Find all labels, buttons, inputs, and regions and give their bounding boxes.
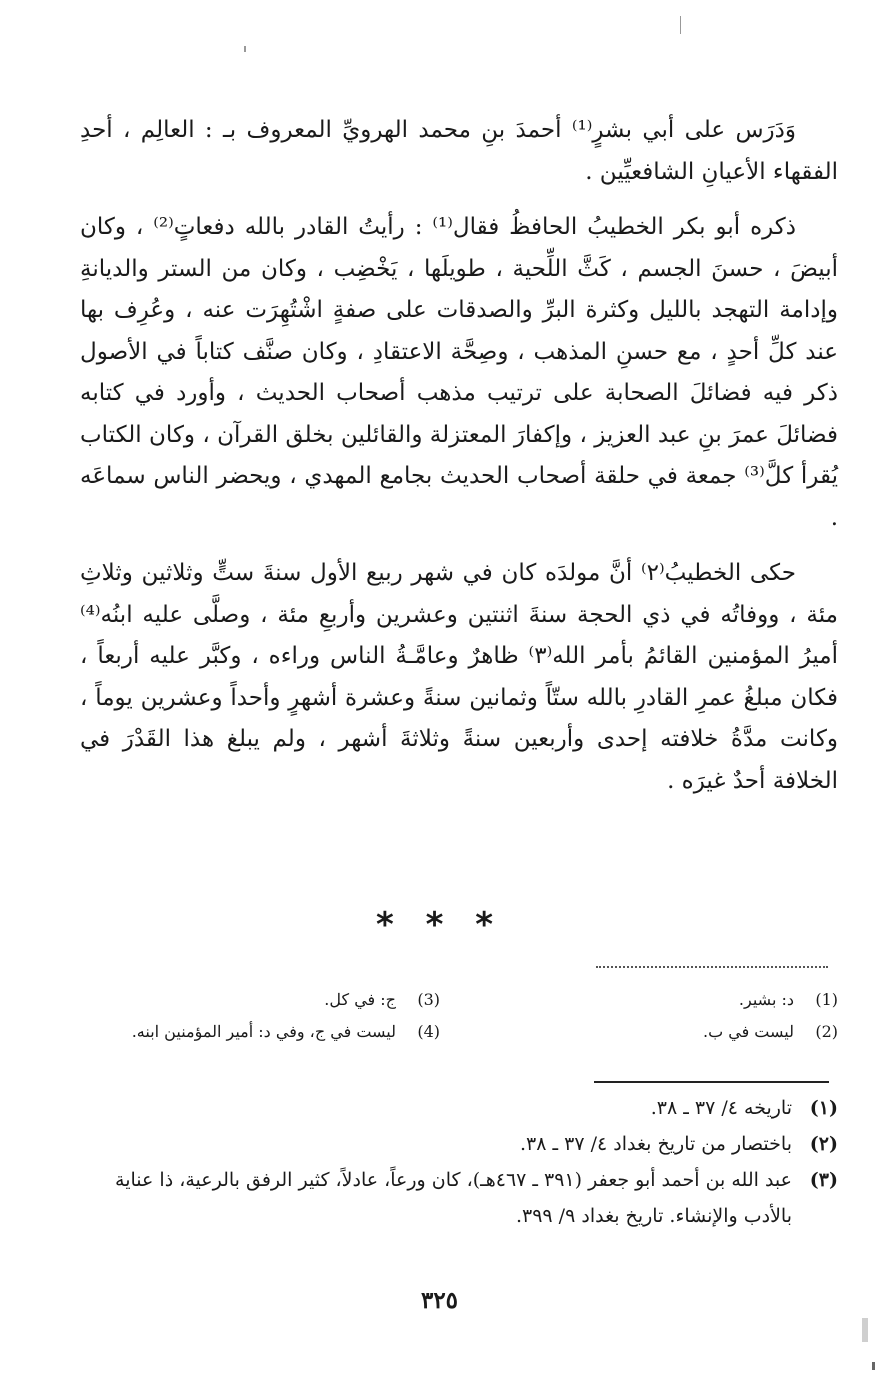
footnote-text: باختصار من تاريخ بغداد ٤/ ٣٧ ـ ٣٨. <box>520 1133 792 1155</box>
footnote <box>80 1090 838 1126</box>
variant-number: (1) <box>815 990 838 1009</box>
variant-number: (2) <box>815 1022 838 1041</box>
paragraph: حكى الخطيبُ⁽٢⁾ أنَّ مولدَه كان في شهر ربيع الأول سنةَ ستٍّ وثلاثين وثلاثِ مئة ، ووفاتُه في ذي الحجة سنةَ اثنتين وعشرين وأربعِ مئة ، وصلَّى عليه ابنُه⁽⁴⁾ أميرُ المؤمنين القائمُ بأمر الله⁽٣⁾ ظاهرٌ وعامَّـةُ الناس وراءه ، وكبَّر عليه أربعاً ، فكان مبلغُ عمرِ القادرِ بالله ستّاً وثمانين سنةً وعشرة أشهرٍ وأحداً وعشرين يوماً ، وكانت مدَّةُ خلافته إحدى وأربعين سنةً وثلاثةَ أشهر ، ولم يبلغ هذا القَدْرَ في الخلافة أحدٌ غيرَه . <box>80 560 838 794</box>
top-edge-mark <box>244 46 246 52</box>
paragraph: ذكره أبو بكر الخطيبُ الحافظُ فقال⁽¹⁾ : رأيتُ القادر بالله دفعاتٍ⁽²⁾ ، وكان أبيضَ ، حسنَ الجسم ، كَثَّ اللِّحية ، طويلَها ، يَخْضِب ، وكان من الستر والديانةِ وإدامة التهجد بالليل وكثرة البرِّ والصدقات على صفةٍ اشْتُهِرَت عنه ، وعُرِف بها عند كلِّ أحدٍ ، مع حسنِ المذهب ، وصِحَّة الاعتقادِ ، وكان صنَّف كتاباً في الأصول ذكر فيه فضائلَ الصحابة على ترتيب مذهب أصحاب الحديث ، وأورد في كتابه فضائلَ عمرَ بنِ عبد العزيز ، وإكفارَ المعتزلة والقائلين بخلق القرآن ، وكان الكتاب يُقرأ كلَّ⁽³⁾ جمعة في حلقة أصحاب الحديث بجامع المهدي ، ويحضر الناس سماعَه . <box>80 214 838 531</box>
footnote-number: (٢) <box>809 1133 838 1155</box>
variant-note <box>478 984 838 1016</box>
variant-number: (3) <box>417 990 440 1009</box>
footnotes-divider <box>594 1081 829 1083</box>
footnote-number: (١) <box>809 1097 838 1119</box>
variants-column-left <box>80 984 440 1048</box>
footnote <box>80 1126 838 1162</box>
margin-speckle <box>862 1318 868 1342</box>
footnote-number: (٣) <box>809 1169 838 1191</box>
variant-number: (4) <box>417 1022 440 1041</box>
variants-column-right <box>478 984 838 1048</box>
variant-note <box>80 984 440 1016</box>
variants-divider <box>596 966 828 968</box>
footnotes <box>80 1090 838 1234</box>
top-edge-mark <box>680 16 681 34</box>
page-number: ٣٢٥ <box>420 1287 459 1314</box>
section-separator: * * * <box>375 905 503 945</box>
paragraph: وَدَرَس على أبي بشرٍ⁽¹⁾ أحمدَ بنِ محمد الهرويِّ المعروف بـ : العالِم ، أحدِ الفقهاء الأعيانِ الشافعيِّين . <box>80 117 838 185</box>
variant-text: د: بشير. <box>738 990 794 1009</box>
variant-text: ليست في ب. <box>703 1022 794 1041</box>
variant-text: ج: في كل. <box>324 990 396 1009</box>
footnote-text: عبد الله بن أحمد أبو جعفر (٣٩١ ـ ٤٦٧هـ)، كان ورعاً، عادلاً، كثير الرفق بالرعية، ذا عناية بالأدب والإنشاء. تاريخ بغداد ٩/ ٣٩٩. <box>115 1169 792 1227</box>
variant-text: ليست في ج، وفي د: أمير المؤمنين ابنه. <box>131 1022 396 1041</box>
variant-note <box>80 1016 440 1048</box>
main-text <box>80 110 838 816</box>
footnote-text: تاريخه ٤/ ٣٧ ـ ٣٨. <box>650 1097 792 1119</box>
margin-speckle <box>872 1362 875 1370</box>
variant-note <box>478 1016 838 1048</box>
footnote <box>80 1162 838 1234</box>
